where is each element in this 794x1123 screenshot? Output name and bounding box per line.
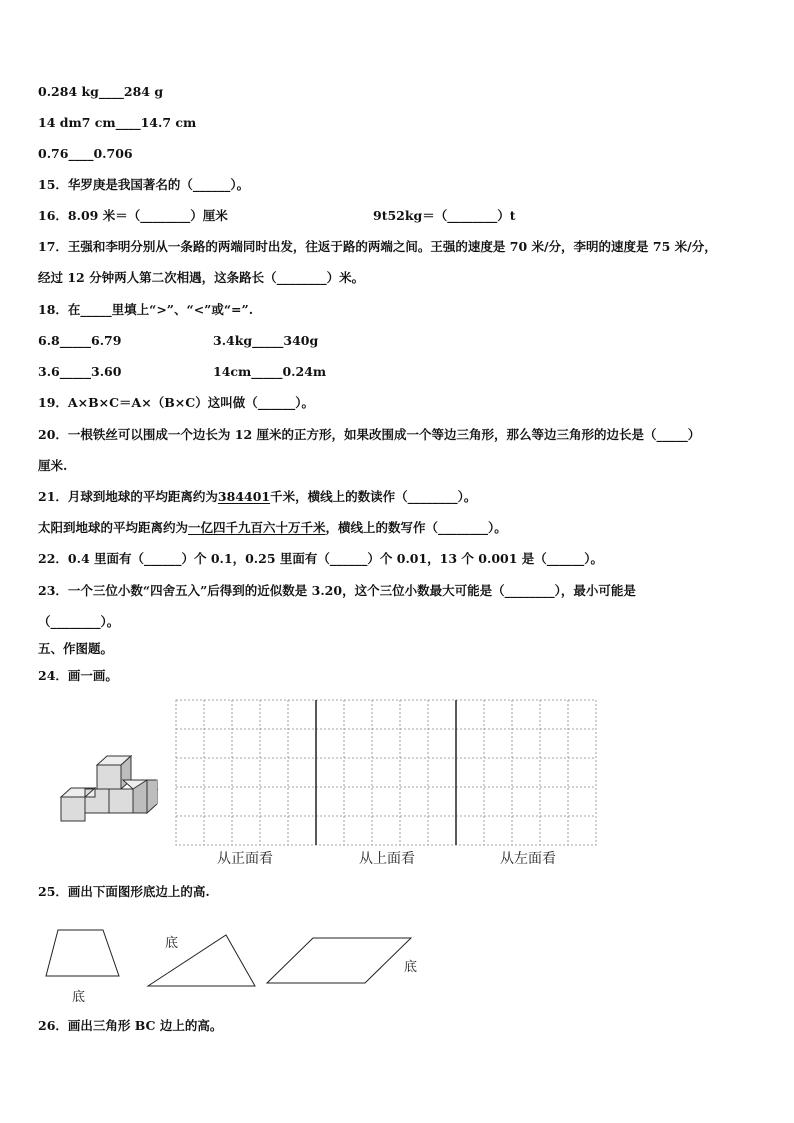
parallelogram-shape	[267, 938, 411, 983]
triangle-base-label: 底	[165, 936, 179, 951]
q21-a-post: 千米，横线上的数读作（________）。	[270, 489, 477, 504]
question-23-line1: 23．一个三位小数“四舍五入”后得到的近似数是 3.20，这个三位小数最大可能是（________），最小可能是	[38, 583, 636, 598]
compare-line-2: 14 dm7 cm____14.7 cm	[38, 115, 197, 130]
question-17-line1: 17．王强和李明分别从一条路的两端同时出发，往返于路的两端之间。王强的速度是 70 米/分，李明的速度是 75 米/分，	[38, 239, 717, 254]
question-26: 26．画出三角形 BC 边上的高。	[38, 1018, 223, 1033]
top-view-label: 从上面看	[359, 851, 415, 867]
q18-item-3: 3.6_____3.60	[38, 364, 122, 379]
compare-line-1: 0.284 kg____284 g	[38, 84, 164, 99]
question-17-line2: 经过 12 分钟两人第二次相遇，这条路长（________）米。	[38, 270, 365, 285]
question-16-right: 9t52kg＝（________）t	[373, 208, 516, 223]
cube-stack-figure	[61, 756, 157, 821]
question-15: 15．华罗庚是我国著名的（______）。	[38, 177, 250, 192]
q18-item-4: 14cm_____0.24m	[213, 364, 327, 379]
q18-item-1: 6.8_____6.79	[38, 333, 122, 348]
left-view-label: 从左面看	[500, 851, 556, 867]
view-grid	[176, 700, 596, 845]
section-5-heading: 五、作图题。	[38, 641, 114, 656]
question-20-line1: 20．一根铁丝可以围成一个边长为 12 厘米的正方形，如果改围成一个等边三角形，那么等边三角形的边长是（_____）	[38, 427, 701, 442]
q21-b-post: ，横线上的数写作（________）。	[325, 520, 507, 535]
trapezoid-shape	[46, 930, 119, 976]
question-20-line2: 厘米.	[38, 458, 68, 473]
q18-item-2: 3.4kg_____340g	[213, 333, 319, 348]
question-23-line2: （________）。	[38, 614, 120, 629]
question-18-title: 18．在_____里填上“>”、“<”或“=”.	[38, 302, 254, 317]
q21-a-pre: 21．月球到地球的平均距离约为	[38, 489, 218, 504]
compare-line-3: 0.76____0.706	[38, 146, 133, 161]
question-25-title: 25．画出下面图形底边上的高.	[38, 884, 210, 899]
parallelogram-base-label: 底	[404, 960, 418, 975]
question-22: 22．0.4 里面有（______）个 0.1，0.25 里面有（______）个 0.01，13 个 0.001 是（______）。	[38, 551, 604, 566]
q21-b-pre: 太阳到地球的平均距离约为	[38, 520, 189, 535]
q21-a-number: 384401	[217, 489, 271, 504]
front-view-label: 从正面看	[217, 851, 273, 867]
question-24-title: 24．画一画。	[38, 668, 118, 683]
trapezoid-base-label: 底	[72, 990, 86, 1005]
question-19: 19．A×B×C＝A×（B×C）这叫做（______）。	[38, 395, 314, 410]
q21-b-number: 一亿四千九百六十万千米	[188, 520, 326, 535]
question-16-left: 16．8.09 米＝（________）厘米	[38, 208, 228, 223]
